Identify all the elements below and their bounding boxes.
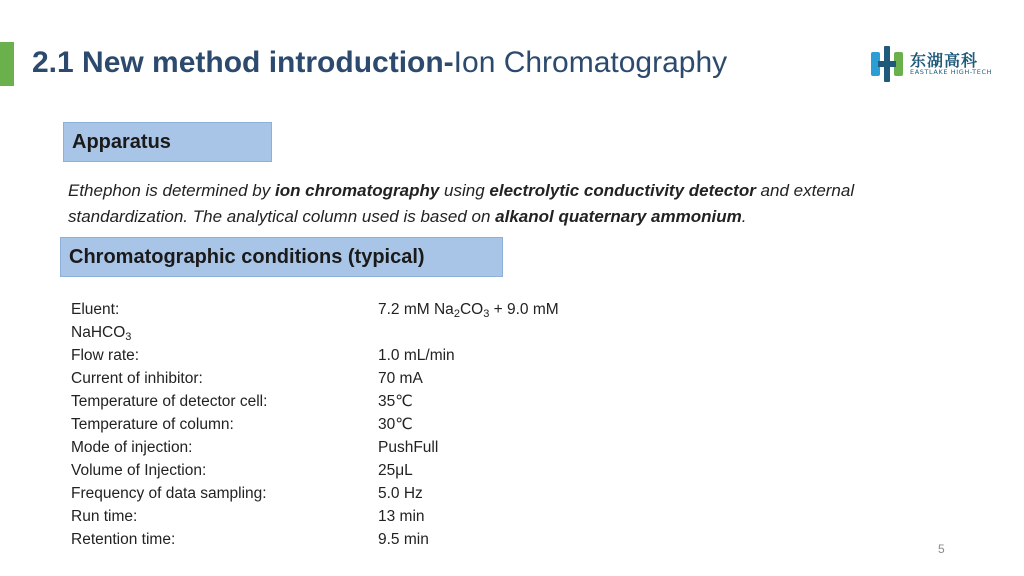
desc-bold-detector: electrolytic conductivity detector: [489, 181, 756, 200]
eluent-part-c: + 9.0 mM: [489, 301, 559, 318]
desc-bold-column-material: alkanol quaternary ammonium: [495, 207, 742, 226]
condition-value: 25μL: [378, 462, 413, 479]
page-number: 5: [938, 542, 945, 556]
condition-label: Mode of injection:: [71, 439, 193, 456]
company-logo: [870, 44, 993, 84]
desc-text-3: and external standardization. The analytical column used is based on: [68, 181, 855, 226]
logo-english-text: EASTLAKE HIGH-TECH: [910, 68, 993, 76]
condition-label: Temperature of detector cell:: [71, 393, 268, 410]
condition-label: Temperature of column:: [71, 416, 234, 433]
condition-label: Frequency of data sampling:: [71, 485, 267, 502]
apparatus-description: [68, 178, 968, 230]
eluent-part-a: 7.2 mM Na: [378, 301, 454, 318]
logo-chinese-text: 东湖高科: [910, 51, 979, 70]
eastlake-logo-icon: [870, 46, 904, 82]
condition-label: Run time:: [71, 508, 138, 525]
slide-title: [32, 46, 727, 80]
condition-value: 70 mA: [378, 370, 423, 387]
eluent-part-b: CO: [459, 301, 484, 318]
condition-label: Flow rate:: [71, 347, 140, 364]
eluent-sub-b: 3: [483, 308, 490, 320]
condition-label: Volume of Injection:: [71, 462, 207, 479]
apparatus-heading: Apparatus: [63, 122, 272, 162]
desc-text-1: Ethephon is determined by: [68, 181, 275, 200]
desc-text-4: .: [741, 207, 747, 226]
eluent-sub-a: 2: [453, 308, 460, 320]
title-regular-part: Ion Chromatography: [453, 46, 728, 79]
title-bold-part: 2.1 New method introduction-: [32, 46, 454, 79]
eluent-continuation: [71, 321, 131, 344]
condition-value: 5.0 Hz: [378, 485, 423, 502]
condition-label: Retention time:: [71, 531, 176, 548]
desc-text-2: using: [439, 181, 490, 200]
condition-value: [378, 298, 559, 321]
condition-value: 13 min: [378, 508, 425, 525]
condition-value: 1.0 mL/min: [378, 347, 455, 364]
condition-label: Current of inhibitor:: [71, 370, 203, 387]
eluent-cont-text: NaHCO: [71, 324, 126, 341]
condition-value: PushFull: [378, 439, 439, 456]
condition-label: Eluent:: [71, 301, 120, 318]
condition-value: 9.5 min: [378, 531, 429, 548]
condition-value: 30℃: [378, 416, 413, 433]
conditions-heading: Chromatographic conditions (typical): [60, 237, 503, 277]
eluent-cont-sub: 3: [125, 331, 132, 343]
title-accent-bar: [0, 42, 14, 86]
condition-value: 35℃: [378, 393, 413, 410]
desc-bold-ion-chromatography: ion chromatography: [274, 181, 440, 200]
